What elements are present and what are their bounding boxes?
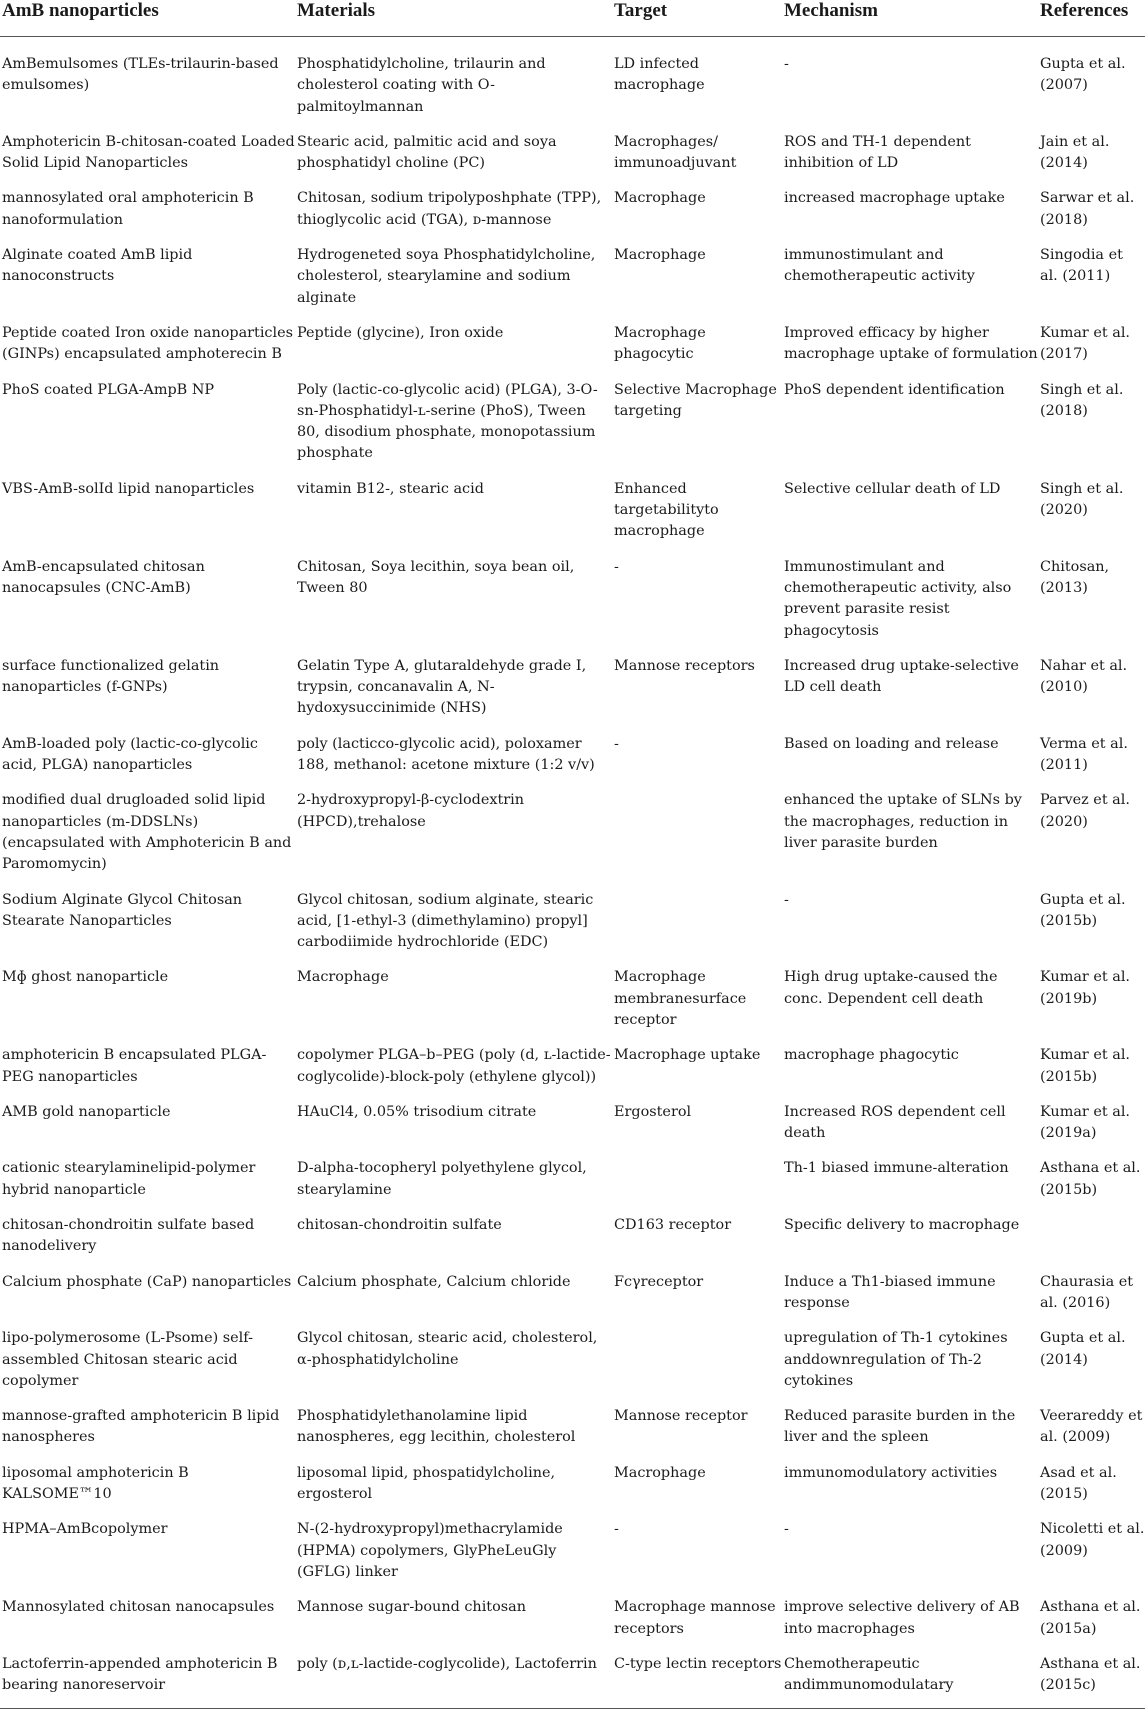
cell-nanoparticle: HPMA–AmBcopolymer [2,1521,168,1538]
cell-target: - [614,735,619,752]
cell-target: Mannose receptors [614,657,755,674]
cell-references: Singh et al. (2018) [1040,381,1124,419]
cell-references: Chitosan, (2013) [1040,558,1110,596]
table-row [0,1394,1145,1451]
cell-target: - [614,558,619,575]
cell-mechanism: macrophage phagocytic [784,1047,959,1064]
cell-materials: chitosan-chondroitin sulfate [297,1217,502,1234]
cell-materials: Glycol chitosan, sodium alginate, stearic acid, [1-ethyl-3 (dimethylamino) propyl] carbodiimide hydrochloride (EDC) [297,891,594,951]
cell-mechanism: - [784,891,789,908]
cell-references: Asthana et al. (2015a) [1040,1599,1141,1637]
header-row [0,0,1145,37]
table-row [0,1451,1145,1508]
cell-mechanism: - [784,56,789,72]
cell-mechanism: Reduced parasite burden in the liver and the spleen [784,1408,1016,1446]
header-references [1038,0,1145,37]
cell-target: Enhanced targetabilityto macrophage [614,480,719,540]
cell-materials: HAuCl4, 0.05% trisodium citrate [297,1103,537,1120]
cell-mechanism: Th-1 biased immune-alteration [784,1160,1009,1177]
cell-references: Gupta et al. (2007) [1040,56,1126,94]
table-header [0,0,1145,37]
cell-nanoparticle: modified dual drugloaded solid lipid nanoparticles (m-DDSLNs) (encapsulated with Amphotericin B and Paromomycin) [2,792,292,873]
table-row [0,1642,1145,1699]
cell-target [612,1316,782,1394]
cell-materials: Phosphatidylethanolamine lipid nanospheres, egg lecithin, cholesterol [297,1408,576,1446]
cell-target: Ergosterol [614,1103,692,1120]
cell-materials: poly (ᴅ,ʟ-lactide-coglycolide), Lactoferrin [297,1655,597,1672]
cell-target: Macrophage [614,247,706,264]
table-row [0,1203,1145,1260]
cell-nanoparticle: AmB-loaded poly (lactic-co-glycolic acid, PLGA) nanoparticles [2,735,258,774]
header-mechanism [782,0,1038,37]
cell-mechanism: Improved efficacy by higher macrophage uptake of formulation [784,324,1038,363]
cell-target: CD163 receptor [614,1217,732,1234]
cell-nanoparticle: mannose-grafted amphotericin B lipid nanospheres [2,1408,280,1446]
cell-target: Mannose receptor [614,1408,748,1425]
cell-mechanism: Selective cellular death of LD [784,480,1001,497]
cell-target: Macrophages/ immunoadjuvant [614,133,737,172]
cell-materials: Hydrogeneted soya Phosphatidylcholine, cholesterol, stearylamine and sodium alginate [297,247,596,306]
table-row [0,37,1145,120]
cell-mechanism: ROS and TH-1 dependent inhibition of LD [784,133,971,172]
cell-references: Asthana et al. (2015b) [1040,1160,1141,1198]
cell-references: Chaurasia et al. (2016) [1040,1273,1134,1311]
cell-nanoparticle: Lactoferrin-appended amphotericin B bearing nanoreservoir [2,1655,278,1694]
cell-mechanism: High drug uptake-caused the conc. Dependent cell death [784,969,998,1007]
cell-nanoparticle: PhoS coated PLGA-AmpB NP [2,381,215,398]
table-row [0,878,1145,956]
cell-materials: N-(2-hydroxypropyl)methacrylamide (HPMA) copolymers, GlyPheLeuGly (GFLG) linker [297,1521,563,1580]
table-row [0,545,1145,644]
cell-nanoparticle: Mɸ ghost nanoparticle [2,969,169,986]
header-nanoparticles [0,0,295,37]
cell-target: Macrophage mannose receptors [614,1599,776,1637]
cell-nanoparticle: cationic stearylaminelipid-polymer hybrid nanoparticle [2,1160,256,1198]
header-materials [295,0,612,37]
cell-target: - [614,1521,619,1538]
cell-materials: Calcium phosphate, Calcium chloride [297,1273,571,1290]
cell-mechanism: upregulation of Th-1 cytokines anddownregulation of Th-2 cytokines [784,1330,1008,1389]
cell-materials: copolymer PLGA–b–PEG (poly (d, ʟ-lactide-coglycolide)-block-poly (ethylene glycol)) [297,1047,611,1085]
cell-materials: Stearic acid, palmitic acid and soya phosphatidyl choline (PC) [297,133,557,172]
table-row [0,120,1145,177]
table-row [0,1316,1145,1394]
cell-nanoparticle: amphotericin B encapsulated PLGA-PEG nanoparticles [2,1047,267,1085]
cell-mechanism: Increased drug uptake-selective LD cell death [784,657,1019,696]
cell-references: Kumar et al. (2017) [1040,324,1131,363]
header-label: Materials [297,0,376,21]
cell-materials: Gelatin Type A, glutaraldehyde grade I, trypsin, concanavalin A, N-hydoxysuccinimide (NHS) [297,657,587,717]
cell-target: Macrophage phagocytic [614,324,706,363]
cell-materials: Chitosan, Soya lecithin, soya bean oil, Tween 80 [297,558,575,596]
table-row [0,467,1145,545]
cell-materials: Chitosan, sodium tripolyposhphate (TPP), thioglycolic acid (TGA), ᴅ-mannose [297,190,602,228]
table-row [0,1507,1145,1585]
table-row [0,1033,1145,1090]
cell-references: Verma et al. (2011) [1040,735,1128,774]
cell-mechanism: enhanced the uptake of SLNs by the macrophages, reduction in liver parasite burden [784,792,1022,851]
cell-target [612,778,782,877]
table-row [0,176,1145,233]
cell-target: LD infected macrophage [614,56,705,94]
cell-mechanism: immunostimulant and chemotherapeutic activity [784,247,975,285]
cell-mechanism: Based on loading and release [784,735,999,752]
table-row [0,955,1145,1033]
cell-mechanism: Chemotherapeutic andimmunomodulatary [784,1655,954,1694]
cell-materials: Phosphatidylcholine, trilaurin and cholesterol coating with O-palmitoylmannan [297,56,546,115]
cell-references: Singodia et al. (2011) [1040,247,1123,285]
cell-references: Gupta et al. (2015b) [1040,891,1126,929]
cell-target: Macrophage membranesurface receptor [614,969,747,1028]
cell-mechanism: improve selective delivery of AB into macrophages [784,1599,1020,1637]
header-label: Target [614,0,668,21]
cell-nanoparticle: Amphotericin B-chitosan-coated Loaded Solid Lipid Nanoparticles [2,133,295,172]
table-row [0,1090,1145,1147]
cell-mechanism: Increased ROS dependent cell death [784,1103,1006,1142]
cell-target [612,1146,782,1203]
table-row [0,233,1145,311]
cell-references: Singh et al. (2020) [1040,480,1124,519]
header-target [612,0,782,37]
cell-mechanism: immunomodulatory activities [784,1464,998,1481]
table-row [0,644,1145,722]
cell-references: Asad et al. (2015) [1040,1464,1117,1503]
cell-nanoparticle: Sodium Alginate Glycol Chitosan Stearate Nanoparticles [2,891,243,929]
cell-nanoparticle: Alginate coated AmB lipid nanoconstructs [2,247,193,285]
cell-references: Kumar et al. (2019a) [1040,1103,1131,1142]
cell-target: Selective Macrophage targeting [614,381,777,419]
table-row [0,1585,1145,1642]
cell-references [1038,1203,1145,1260]
table-row [0,368,1145,467]
cell-mechanism: increased macrophage uptake [784,190,1005,207]
cell-materials: Peptide (glycine), Iron oxide [297,324,504,341]
cell-materials: poly (lacticco-glycolic acid), poloxamer 188, methanol: acetone mixture (1:2 v/v) [297,735,595,774]
cell-references: Kumar et al. (2019b) [1040,969,1131,1007]
header-label: AmB nanoparticles [2,0,159,21]
cell-target: Macrophage uptake [614,1047,761,1064]
header-label: References [1040,0,1129,21]
cell-references: Nahar et al. (2010) [1040,657,1128,696]
cell-references: Gupta et al. (2014) [1040,1330,1126,1368]
cell-references: Parvez et al. (2020) [1040,792,1130,830]
cell-materials: Poly (lactic-co-glycolic acid) (PLGA), 3-O-sn-Phosphatidyl-ʟ-serine (PhoS), Tween 80, disodium phosphate, monopotassium phosphate [297,381,598,462]
cell-materials: Mannose sugar-bound chitosan [297,1599,526,1616]
cell-target: Fcγreceptor [614,1273,704,1290]
cell-target: Macrophage [614,1464,706,1481]
cell-nanoparticle: surface functionalized gelatin nanoparticles (f-GNPs) [2,657,220,696]
cell-references: Asthana et al. (2015c) [1040,1655,1141,1694]
cell-nanoparticle: AMB gold nanoparticle [2,1103,171,1120]
table-body [0,37,1145,1699]
cell-nanoparticle: AmBemulsomes (TLEs-trilaurin-based emulsomes) [2,56,279,94]
table-row [0,1146,1145,1203]
cell-mechanism: Specific delivery to macrophage [784,1217,1020,1234]
cell-references: Veerareddy et al. (2009) [1040,1408,1143,1446]
cell-mechanism: Immunostimulant and chemotherapeutic activity, also prevent parasite resist phagocytosis [784,558,1012,639]
cell-nanoparticle: mannosylated oral amphotericin B nanoformulation [2,190,254,228]
cell-nanoparticle: VBS-AmB-solId lipid nanoparticles [2,480,255,497]
table-row [0,778,1145,877]
table-row [0,722,1145,779]
cell-materials: vitamin B12-, stearic acid [297,480,484,497]
cell-materials: D-alpha-tocopheryl polyethylene glycol, stearylamine [297,1160,587,1198]
cell-nanoparticle: liposomal amphotericin B KALSOME™10 [2,1464,189,1503]
cell-mechanism: PhoS dependent identification [784,381,1005,398]
cell-nanoparticle: lipo-polymerosome (L-Psome) self-assembled Chitosan stearic acid copolymer [2,1330,253,1389]
cell-references: Sarwar et al. (2018) [1040,190,1135,228]
cell-target [612,878,782,956]
table-row [0,311,1145,368]
cell-references: Nicoletti et al. (2009) [1040,1521,1145,1559]
cell-materials: liposomal lipid, phospatidylcholine, ergosterol [297,1464,556,1503]
cell-nanoparticle: Mannosylated chitosan nanocapsules [2,1599,275,1616]
header-label: Mechanism [784,0,878,21]
cell-nanoparticle: Peptide coated Iron oxide nanoparticles (GINPs) encapsulated amphoterecin B [2,324,293,363]
cell-materials: 2-hydroxypropyl-β-cyclodextrin (HPCD),trehalose [297,792,525,830]
cell-mechanism: - [784,1521,789,1538]
cell-target: C-type lectin receptors [614,1655,782,1672]
cell-nanoparticle: Calcium phosphate (CaP) nanoparticles [2,1273,292,1290]
cell-references: Jain et al. (2014) [1040,133,1110,172]
cell-mechanism: Induce a Th1-biased immune response [784,1273,996,1311]
cell-references: Kumar et al. (2015b) [1040,1047,1131,1085]
cell-materials: Glycol chitosan, stearic acid, cholesterol, α-phosphatidylcholine [297,1330,598,1368]
cell-nanoparticle: AmB-encapsulated chitosan nanocapsules (CNC-AmB) [2,558,205,596]
cell-nanoparticle: chitosan-chondroitin sulfate based nanodelivery [2,1217,255,1255]
table-row [0,1260,1145,1317]
cell-materials: Macrophage [297,969,389,986]
cell-target: Macrophage [614,190,706,207]
